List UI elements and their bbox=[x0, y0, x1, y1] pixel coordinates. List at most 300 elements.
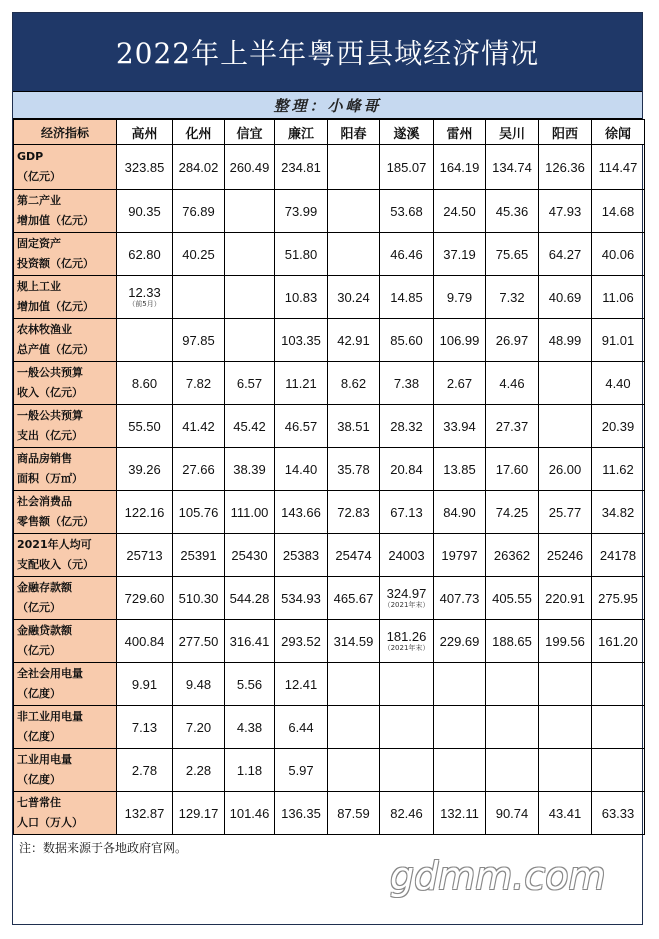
table-cell bbox=[117, 362, 173, 405]
table-cell bbox=[486, 663, 539, 706]
cell-value: 534.93 bbox=[281, 590, 321, 606]
table-cell bbox=[225, 577, 275, 620]
indicator-label-line1: 规上工业 bbox=[17, 280, 61, 293]
table-cell bbox=[434, 145, 486, 190]
table-cell bbox=[592, 706, 645, 749]
cell-value: 24.50 bbox=[443, 203, 476, 219]
region-header: 吴川 bbox=[486, 120, 539, 145]
table-cell bbox=[173, 448, 225, 491]
indicator-label-line2: 零售额（亿元） bbox=[17, 515, 94, 528]
cell-value: 129.17 bbox=[178, 805, 219, 821]
table-cell bbox=[434, 190, 486, 233]
indicator-label-line2: 增加值（亿元） bbox=[17, 214, 94, 227]
indicator-label-line1: 商品房销售 bbox=[17, 452, 72, 465]
indicator-label-line1: 全社会用电量 bbox=[17, 667, 83, 680]
cell-value: 188.65 bbox=[492, 633, 532, 649]
cell-value: 40.69 bbox=[548, 289, 582, 305]
table-cell bbox=[328, 749, 380, 792]
indicator-label-line1: 金融贷款额 bbox=[17, 624, 72, 637]
table-cell bbox=[486, 362, 539, 405]
table-cell bbox=[225, 362, 275, 405]
table-cell bbox=[539, 706, 592, 749]
indicator-label bbox=[14, 276, 117, 319]
table-cell bbox=[539, 534, 592, 577]
cell-value: 126.36 bbox=[545, 159, 585, 175]
table-cell bbox=[592, 749, 645, 792]
cell-value: 7.13 bbox=[131, 719, 158, 735]
table-cell bbox=[539, 276, 592, 319]
table-cell bbox=[275, 362, 328, 405]
cell-value: 87.59 bbox=[337, 805, 370, 821]
table-cell bbox=[380, 663, 434, 706]
table-cell bbox=[225, 276, 275, 319]
table-cell bbox=[117, 491, 173, 534]
cell-value: 4.38 bbox=[236, 719, 263, 735]
table-cell bbox=[225, 319, 275, 362]
cell-value: 132.87 bbox=[124, 805, 165, 821]
indicator-label-line2: 总产值（亿元） bbox=[17, 343, 94, 356]
table-cell bbox=[486, 319, 539, 362]
cell-value: 1.18 bbox=[236, 762, 263, 778]
table-cell bbox=[328, 233, 380, 276]
table-cell bbox=[225, 749, 275, 792]
table-cell bbox=[592, 663, 645, 706]
cell-value: 76.89 bbox=[182, 203, 215, 219]
region-header: 徐闻 bbox=[592, 120, 645, 145]
table-cell bbox=[173, 534, 225, 577]
table-cell bbox=[486, 577, 539, 620]
page-title: 2022年上半年粤西县域经济情况 bbox=[13, 13, 642, 91]
cell-value: 199.56 bbox=[545, 633, 585, 649]
cell-value: 38.51 bbox=[337, 418, 370, 434]
table-cell bbox=[225, 190, 275, 233]
table-cell bbox=[328, 792, 380, 835]
table-cell bbox=[275, 534, 328, 577]
table-row bbox=[14, 405, 645, 448]
table-cell bbox=[434, 319, 486, 362]
table-cell bbox=[225, 145, 275, 190]
cell-value: 55.50 bbox=[128, 418, 161, 434]
table-cell bbox=[592, 362, 645, 405]
table-cell bbox=[434, 448, 486, 491]
cell-value: 85.60 bbox=[390, 332, 423, 348]
cell-value: 25430 bbox=[231, 547, 268, 563]
table-cell bbox=[328, 534, 380, 577]
subtitle: 整理：小峰哥 bbox=[13, 91, 642, 119]
table-cell bbox=[275, 405, 328, 448]
region-header: 阳西 bbox=[539, 120, 592, 145]
table-cell bbox=[225, 448, 275, 491]
table-cell bbox=[117, 276, 173, 319]
cell-value: 114.47 bbox=[598, 159, 638, 175]
cell-value: 314.59 bbox=[333, 633, 374, 649]
indicator-label bbox=[14, 534, 117, 577]
indicator-label-line1: 七普常住 bbox=[17, 796, 61, 809]
table-cell bbox=[173, 491, 225, 534]
table-cell bbox=[117, 145, 173, 190]
cell-value: 234.81 bbox=[281, 159, 321, 175]
cell-value: 510.30 bbox=[178, 590, 219, 606]
cell-value: 5.56 bbox=[236, 676, 263, 692]
table-row bbox=[14, 233, 645, 276]
region-header: 信宜 bbox=[225, 120, 275, 145]
table-cell bbox=[275, 145, 328, 190]
data-table bbox=[13, 119, 645, 835]
cell-value: 19797 bbox=[441, 547, 478, 563]
indicator-label bbox=[14, 190, 117, 233]
cell-value: 24178 bbox=[599, 547, 637, 563]
cell-value: 161.20 bbox=[598, 633, 638, 649]
table-cell bbox=[380, 749, 434, 792]
table-cell bbox=[592, 448, 645, 491]
cell-value: 39.26 bbox=[128, 461, 161, 477]
table-cell bbox=[117, 792, 173, 835]
indicator-label-line1: 一般公共预算 bbox=[17, 366, 83, 379]
cell-value: 2.28 bbox=[185, 762, 212, 778]
table-cell bbox=[173, 276, 225, 319]
indicator-label-line2: 面积（万㎡） bbox=[17, 472, 83, 485]
cell-value: 97.85 bbox=[182, 332, 215, 348]
table-cell bbox=[275, 276, 328, 319]
indicator-label bbox=[14, 792, 117, 835]
table-row bbox=[14, 448, 645, 491]
table-row bbox=[14, 706, 645, 749]
table-cell bbox=[434, 362, 486, 405]
cell-value: 75.65 bbox=[495, 246, 529, 262]
table-cell bbox=[592, 276, 645, 319]
table-body bbox=[14, 145, 645, 835]
table-cell bbox=[592, 534, 645, 577]
table-cell bbox=[275, 319, 328, 362]
cell-value: 323.85 bbox=[124, 159, 165, 175]
table-cell bbox=[539, 448, 592, 491]
indicator-label bbox=[14, 233, 117, 276]
cell-value: 729.60 bbox=[124, 590, 165, 606]
table-cell bbox=[486, 706, 539, 749]
table-cell bbox=[380, 706, 434, 749]
table-cell bbox=[328, 448, 380, 491]
cell-value: 9.91 bbox=[131, 676, 158, 692]
table-cell bbox=[117, 577, 173, 620]
cell-value: 82.46 bbox=[390, 805, 423, 821]
cell-value: 5.97 bbox=[288, 762, 314, 778]
table-cell bbox=[592, 319, 645, 362]
cell-value: 25383 bbox=[282, 547, 320, 563]
cell-value: 14.68 bbox=[601, 203, 635, 219]
region-header: 廉江 bbox=[275, 120, 328, 145]
table-cell bbox=[173, 319, 225, 362]
table-cell bbox=[380, 405, 434, 448]
table-cell bbox=[380, 362, 434, 405]
table-cell bbox=[328, 491, 380, 534]
table-cell bbox=[486, 620, 539, 663]
table-cell bbox=[225, 233, 275, 276]
table-cell bbox=[117, 749, 173, 792]
table-cell bbox=[275, 448, 328, 491]
table-cell bbox=[380, 577, 434, 620]
indicator-label-line1: 固定资产 bbox=[17, 237, 61, 250]
cell-value: 34.82 bbox=[601, 504, 635, 520]
table-cell bbox=[275, 706, 328, 749]
cell-value: 24003 bbox=[388, 547, 425, 563]
table-row bbox=[14, 190, 645, 233]
cell-value: 63.33 bbox=[601, 805, 635, 821]
indicator-label bbox=[14, 405, 117, 448]
table-cell bbox=[173, 233, 225, 276]
cell-value: 91.01 bbox=[601, 332, 635, 348]
table-cell bbox=[173, 190, 225, 233]
cell-value: 4.46 bbox=[499, 375, 525, 391]
cell-value: 51.80 bbox=[284, 246, 318, 262]
cell-value: 143.66 bbox=[281, 504, 321, 520]
cell-value: 73.99 bbox=[284, 203, 318, 219]
table-cell bbox=[380, 534, 434, 577]
cell-value: 84.90 bbox=[443, 504, 476, 520]
table-cell bbox=[328, 276, 380, 319]
cell-value: 25391 bbox=[180, 547, 217, 563]
table-cell bbox=[592, 190, 645, 233]
cell-value: 103.35 bbox=[281, 332, 321, 348]
cell-value: 17.60 bbox=[495, 461, 529, 477]
table-cell bbox=[539, 190, 592, 233]
table-cell bbox=[117, 448, 173, 491]
table-cell bbox=[225, 663, 275, 706]
cell-value: 405.55 bbox=[492, 590, 532, 606]
cell-value: 465.67 bbox=[333, 590, 374, 606]
cell-value: 40.06 bbox=[601, 246, 635, 262]
indicator-label-line1: 2021年人均可 bbox=[17, 538, 92, 551]
table-cell bbox=[539, 319, 592, 362]
table-cell bbox=[117, 405, 173, 448]
indicator-label bbox=[14, 319, 117, 362]
table-cell bbox=[486, 276, 539, 319]
cell-value: 53.68 bbox=[390, 203, 423, 219]
cell-value: 33.94 bbox=[443, 418, 476, 434]
indicator-label-line2: 增加值（亿元） bbox=[17, 300, 94, 313]
cell-value: 324.97 bbox=[386, 586, 427, 601]
table-cell bbox=[592, 145, 645, 190]
table-cell bbox=[328, 663, 380, 706]
table-cell bbox=[380, 448, 434, 491]
indicator-label-line2: 收入（亿元） bbox=[17, 386, 83, 399]
indicator-label-line2: （亿元） bbox=[17, 601, 61, 614]
region-header: 遂溪 bbox=[380, 120, 434, 145]
indicator-label-line2: （亿元） bbox=[17, 644, 61, 657]
table-cell bbox=[434, 276, 486, 319]
table-cell bbox=[434, 749, 486, 792]
cell-value: 6.44 bbox=[288, 719, 314, 735]
cell-value: 275.95 bbox=[598, 590, 638, 606]
region-header: 高州 bbox=[117, 120, 173, 145]
indicator-label bbox=[14, 620, 117, 663]
table-cell bbox=[434, 577, 486, 620]
cell-value: 164.19 bbox=[439, 159, 480, 175]
table-cell bbox=[592, 405, 645, 448]
table-cell bbox=[225, 792, 275, 835]
table-cell bbox=[539, 749, 592, 792]
indicator-label-line1: 农林牧渔业 bbox=[17, 323, 72, 336]
cell-value: 134.74 bbox=[492, 159, 532, 175]
table-cell bbox=[275, 663, 328, 706]
cell-value: 185.07 bbox=[386, 159, 427, 175]
cell-value: 27.66 bbox=[182, 461, 215, 477]
table-cell bbox=[225, 534, 275, 577]
table-row bbox=[14, 577, 645, 620]
watermark: gdmm.com bbox=[390, 854, 606, 898]
cell-value: 9.48 bbox=[185, 676, 212, 692]
cell-value: 90.35 bbox=[128, 203, 161, 219]
table-cell bbox=[434, 491, 486, 534]
table-cell bbox=[486, 749, 539, 792]
cell-value: 62.80 bbox=[128, 246, 161, 262]
table-cell bbox=[592, 491, 645, 534]
table-cell bbox=[486, 491, 539, 534]
cell-value: 7.38 bbox=[393, 375, 420, 391]
cell-note: （前5月） bbox=[128, 300, 161, 308]
table-cell bbox=[117, 190, 173, 233]
table-cell bbox=[539, 491, 592, 534]
table-cell bbox=[328, 577, 380, 620]
table-cell bbox=[117, 620, 173, 663]
cell-value: 72.83 bbox=[337, 504, 370, 520]
table-cell bbox=[486, 233, 539, 276]
cell-value: 284.02 bbox=[178, 159, 219, 175]
cell-value: 25246 bbox=[546, 547, 584, 563]
table-cell bbox=[434, 706, 486, 749]
cell-value: 45.36 bbox=[495, 203, 529, 219]
cell-value: 20.39 bbox=[601, 418, 635, 434]
cell-value: 64.27 bbox=[548, 246, 582, 262]
table-cell bbox=[117, 706, 173, 749]
table-cell bbox=[173, 620, 225, 663]
table-cell bbox=[328, 405, 380, 448]
cell-value: 2.78 bbox=[131, 762, 158, 778]
table-cell bbox=[539, 145, 592, 190]
table-cell bbox=[486, 792, 539, 835]
table-row bbox=[14, 319, 645, 362]
indicator-label bbox=[14, 663, 117, 706]
table-cell bbox=[328, 706, 380, 749]
cell-value: 48.99 bbox=[548, 332, 582, 348]
table-cell bbox=[328, 362, 380, 405]
table-row bbox=[14, 792, 645, 835]
indicator-label-line2: 人口（万人） bbox=[17, 816, 83, 829]
table-cell bbox=[225, 491, 275, 534]
table-cell bbox=[275, 233, 328, 276]
indicator-label-line1: 社会消费品 bbox=[17, 495, 72, 508]
table-cell bbox=[592, 620, 645, 663]
table-cell bbox=[328, 145, 380, 190]
indicator-label bbox=[14, 145, 117, 190]
region-header: 化州 bbox=[173, 120, 225, 145]
table-cell bbox=[380, 145, 434, 190]
cell-value: 20.84 bbox=[390, 461, 423, 477]
cell-value: 25474 bbox=[335, 547, 372, 563]
table-cell bbox=[539, 620, 592, 663]
cell-value: 35.78 bbox=[337, 461, 370, 477]
cell-value: 26.00 bbox=[548, 461, 582, 477]
table-cell bbox=[173, 792, 225, 835]
table-cell bbox=[380, 491, 434, 534]
cell-value: 40.25 bbox=[182, 246, 215, 262]
table-cell bbox=[173, 145, 225, 190]
cell-value: 260.49 bbox=[229, 159, 270, 175]
region-header: 阳春 bbox=[328, 120, 380, 145]
cell-value: 7.32 bbox=[499, 289, 525, 305]
table-row bbox=[14, 491, 645, 534]
table-cell bbox=[434, 620, 486, 663]
table-cell bbox=[117, 319, 173, 362]
table-cell bbox=[328, 190, 380, 233]
cell-note: （2021年末） bbox=[383, 644, 430, 652]
cell-value: 12.33 bbox=[128, 285, 161, 300]
table-cell bbox=[380, 319, 434, 362]
cell-value: 46.46 bbox=[390, 246, 423, 262]
table-cell bbox=[380, 190, 434, 233]
table-cell bbox=[434, 534, 486, 577]
indicator-label bbox=[14, 491, 117, 534]
table-row bbox=[14, 145, 645, 190]
cell-value: 293.52 bbox=[281, 633, 321, 649]
table-cell bbox=[328, 319, 380, 362]
table-cell bbox=[173, 749, 225, 792]
cell-value: 111.00 bbox=[230, 504, 269, 520]
cell-value: 106.99 bbox=[439, 332, 480, 348]
cell-value: 41.42 bbox=[182, 418, 215, 434]
table-cell bbox=[225, 405, 275, 448]
table-cell bbox=[539, 362, 592, 405]
cell-value: 544.28 bbox=[229, 590, 270, 606]
table-cell bbox=[117, 663, 173, 706]
table-cell bbox=[275, 620, 328, 663]
table-cell bbox=[539, 663, 592, 706]
cell-value: 28.32 bbox=[390, 418, 423, 434]
indicator-label bbox=[14, 577, 117, 620]
cell-value: 90.74 bbox=[495, 805, 529, 821]
table-row bbox=[14, 534, 645, 577]
table-cell bbox=[592, 577, 645, 620]
table-cell bbox=[275, 792, 328, 835]
cell-value: 47.93 bbox=[548, 203, 582, 219]
indicator-label-line2: （亿元） bbox=[17, 170, 61, 183]
indicator-label bbox=[14, 749, 117, 792]
table-cell bbox=[486, 534, 539, 577]
corner-header: 经济指标 bbox=[14, 120, 117, 145]
cell-value: 27.37 bbox=[495, 418, 529, 434]
table-row bbox=[14, 362, 645, 405]
indicator-label-line2: （亿度） bbox=[17, 730, 61, 743]
cell-value: 25713 bbox=[126, 547, 163, 563]
table-cell bbox=[592, 233, 645, 276]
table-cell bbox=[173, 405, 225, 448]
table-cell bbox=[539, 577, 592, 620]
cell-note: （2021年末） bbox=[383, 601, 430, 609]
cell-value: 30.24 bbox=[337, 289, 370, 305]
cell-value: 11.62 bbox=[602, 461, 634, 477]
indicator-label-line2: 投资额（亿元） bbox=[17, 257, 94, 270]
table-cell bbox=[275, 190, 328, 233]
cell-value: 132.11 bbox=[440, 805, 479, 821]
table-cell bbox=[173, 663, 225, 706]
cell-value: 9.79 bbox=[446, 289, 473, 305]
cell-value: 7.20 bbox=[185, 719, 212, 735]
indicator-label-line2: 支出（亿元） bbox=[17, 429, 83, 442]
cell-value: 10.83 bbox=[284, 289, 318, 305]
table-cell bbox=[275, 577, 328, 620]
table-cell bbox=[117, 534, 173, 577]
cell-value: 229.69 bbox=[439, 633, 480, 649]
cell-value: 4.40 bbox=[605, 375, 631, 391]
